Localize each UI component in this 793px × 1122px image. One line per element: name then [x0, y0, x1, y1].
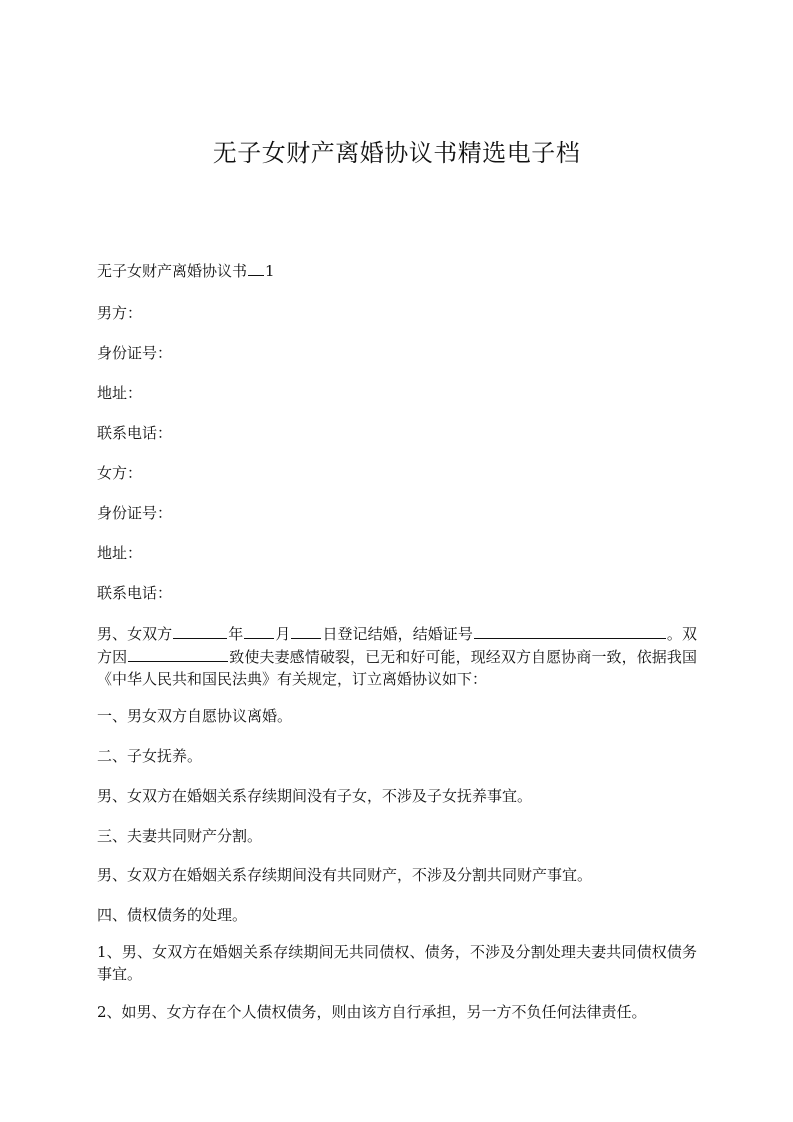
intro-part5: 。双方因	[97, 625, 697, 666]
female-heading: 女方：	[97, 464, 143, 482]
male-phone-label: 联系电话：	[97, 424, 173, 442]
clause-1: 一、男女双方自愿协议离婚。	[97, 707, 293, 725]
clause-4: 四、债权债务的处理。	[97, 906, 248, 924]
intro-part6: 致使夫妻感情破裂，已无和好可能，现经双方自愿协商一致，依据我国《中华人民共和国民法典》有关规定，订立离婚协议如下：	[97, 648, 697, 688]
male-heading: 男方：	[97, 304, 143, 322]
female-address-label: 地址：	[97, 544, 143, 562]
subtitle-number: 1	[265, 262, 275, 280]
year-blank	[173, 622, 227, 639]
clause-3-text: 男、女双方在婚姻关系存续期间没有共同财产，不涉及分割共同财产事宜。	[97, 866, 593, 884]
female-id-label: 身份证号：	[97, 504, 173, 522]
document-title: 无子女财产离婚协议书精选电子档	[212, 139, 581, 167]
subtitle-text: 无子女财产离婚协议书	[97, 262, 248, 280]
intro-part2: 年	[228, 625, 244, 643]
subtitle-line	[97, 259, 697, 282]
male-id-label: 身份证号：	[97, 344, 173, 362]
clause-3: 三、夫妻共同财产分割。	[97, 827, 263, 845]
clause-4-item-1: 1、男、女双方在婚姻关系存续期间无共同债权、债务，不涉及分割处理夫妻共同债权债务事宜。	[97, 943, 697, 983]
intro-part4: 日登记结婚，结婚证号	[322, 625, 473, 643]
intro-part3: 月	[275, 625, 291, 643]
subtitle-number-blank	[248, 259, 264, 276]
month-blank	[244, 622, 274, 639]
intro-paragraph	[97, 622, 697, 690]
clause-2-text: 男、女双方在婚姻关系存续期间没有子女，不涉及子女抚养事宜。	[97, 787, 533, 805]
clause-4-item-2: 2、如男、女方存在个人债权债务，则由该方自行承担，另一方不负任何法律责任。	[97, 1003, 647, 1021]
day-blank	[291, 622, 321, 639]
female-phone-label: 联系电话：	[97, 584, 173, 602]
clause-2: 二、子女抚养。	[97, 747, 203, 765]
male-address-label: 地址：	[97, 384, 143, 402]
reason-blank	[128, 645, 228, 662]
certificate-number-blank	[474, 622, 666, 639]
intro-part1: 男、女双方	[97, 625, 173, 643]
